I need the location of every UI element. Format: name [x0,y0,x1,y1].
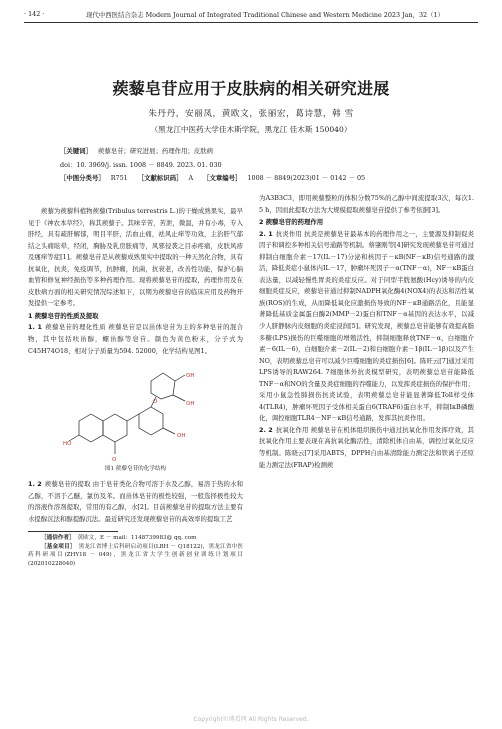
keywords-line [60,146,462,155]
continued-paragraph: 为A3B3C3，即用蒺藜整粒的体积分数75%的乙醇中间流提取3次，每次1. 5 h，因而此提取方法为大规模提取蒺藜皂苷提供了参考依据[3]。 [259,194,474,214]
doi-line [60,160,462,169]
section-1-heading: 1 蒺藜皂苷的性质及提取 [28,311,99,320]
section-1-2 [28,479,243,525]
keywords-label: ［关键词］ [60,147,92,155]
copyright-watermark: Copyright©博看网 All Rights Reserved. [193,716,309,723]
header-rule [24,22,478,23]
affiliation: （黑龙江中医药大学佳木斯学院，黑龙江 佳木斯 150040） [150,125,352,134]
figure-caption: 图1 蒺藜皂苷的化学结构 [104,466,167,473]
article-number-label: ［文章编号］ [203,174,242,182]
label-ch2oh: OH [185,373,194,380]
page-number: · 142 · [24,10,45,18]
section-2-1 [259,229,474,425]
chemical-structure-diagram [61,361,211,465]
ring-a [79,414,103,442]
funding-label: ［基金项目］ [41,543,76,550]
sugar-ch2oh-bond [175,375,185,381]
section-1-1-number: 1. 1 [28,323,42,332]
sugar-ring [151,373,175,399]
section-2-1-number: 2. 1 [259,229,273,238]
section-1-1-body: 蒺藜皂苷是以甾体皂苷为主的多种皂苷的混合物，其中包括呋甾醇，螺甾醇等皂苷。颜色为黄色粉末，分子式为C45H74O18，相对分子质量为594. 52000，化学结构见图1。 [28,323,243,355]
corresponding-author-text: 黄欧文，E － mail：1148739983@ qq. com [77,535,197,542]
corresponding-author-note [28,534,243,543]
footnote-rule [28,531,118,532]
chemical-structure-figure [28,361,243,477]
ring-c [103,414,127,442]
section-2-2-body: 抗氧化作用 蒺藜皂苷在机体组织损伤中通过抗氧化作用发挥疗效，其抗氧化作用主要表现在高抗氧化酶活性，清除机体自由基，调控过氧化反应等机制。陈晓云[7]采用ABTS，DPPH自由基清除能力测定法和铁离子还原能力测定法(FRAP)检测蒺 [259,425,475,469]
ring-b [139,407,163,435]
label-keto-o: O [111,457,116,464]
section-1-2-number: 1. 2 [28,480,42,489]
intro-paragraph: 蒺藜为蒺藜科植物蒺藜(Tribulus terrestris L.)的干燥成熟果实，最早见于《神农本草经》，称其蒺藜子。其味辛苦，苦泄，微温，并有小毒，专入肝经，具有疏肝解郁，明目平肝，活血止痛，祛风止痒等功效，主治肝气郁结之头痛眩晕，经闭，胸胁及乳房胀痛等，风邪侵袭之目赤疼痛，皮肤风疹及瘙痒等症[1]。蒺藜皂苷是从蒺藜成熟果实中提取的一种天然化合物，具有抗氧化，抗炎，免疫调节，抗肿瘤，抗菌，抗衰老，改善性功能，保护心脑血管和修复神经损伤等多种药理作用。现将蒺藜皂苷的提取，药理作用及在皮肤病方面的相关研究情况综述如下，以期为蒺藜皂苷的临床应用及药物开发提供一定参考。 [28,207,243,308]
left-column [28,206,243,569]
section-2-heading: 2 蒺藜皂苷的药理作用 [259,218,324,227]
section-2-2 [259,425,474,471]
doi-text: doi：10. 3969/j. issn. 1008 － 8849. 2023. 01. 030 [60,161,222,169]
article-number-value: 1008 － 8849(2023)01 － 0142 － 05 [247,174,366,182]
link-bond [127,414,139,421]
label-glycoside-o: O [152,399,157,406]
classification-line [60,173,462,182]
section-2-2-number: 2. 2 [259,425,273,434]
funding-note [28,543,243,569]
author-list: 朱丹丹，安丽凤，黄欧文，张丽宏，葛诗慧，韩 雪 [148,109,354,119]
funding-text: 黑龙江省博士后科研启动项目(LBH － Q18122)，黑龙江省中医药科研项目(ZHY18 － 049)，黑龙江省大学生创新创业训练计划项目(202010228040) [28,543,243,568]
label-ho-left: HO [62,441,71,448]
journal-citation: 现代中西医结合杂志 Modern Journal of Integrated Traditional Chinese and Western Medicine 2023 Jan，32（1） [86,10,444,19]
doc-code-label: ［文献标识码］ [137,174,183,182]
cls-label: ［中图分类号］ [60,174,105,182]
section-1-1 [28,322,243,357]
doc-code-value: A [188,174,194,182]
section-2-1-body: 抗炎作用 抗炎是蒺藜皂苷最基本的药理作用之一，主要源及抑制促炎因子和调控多种相关信号通路等机制。蔡肇刚等[4]研究发现蒺藜皂苷可通过抑制白细胞介素－17(IL－17)分泌和核因子－κB(NF－κB)信号通路的激活，降低炎症小鼠体内IL－17，肿瘤坏死因子－α(TNF－α)，NF－κB蛋白表达量，以减轻慢性胃炎的炎症反应。对于同型半胱氨酸(Hcy)诱导的内皮细胞炎症反应，蒺藜皂苷通过抑制NADPH氧化酶4(NOX4)的表达和活性氧族(ROS)的生成，从而降低氧化应激损伤导致的NF－κB通路活化，且能显著降低基质金属蛋白酶2(MMP－2)蛋白和TNF－α基因的表达水平，以减少人脐静脉内皮细胞的炎症浸润[5]。研究发现，蒺藜总皂苷能够有效提高脂多糖(LPS)损伤的巨噬细胞的增殖活性，抑制细胞释放TNF－α，白细胞介素－6(IL－6)，白细胞介素－2(IL－2)和白细胞介素－1β(IL－1β)以及产生NO，表明蒺藜总皂苷可以减少巨噬细胞的炎症损伤[6]。陈旺云[7]通过采用LPS诱导的RAW264. 7细胞体外抗炎模型研究，表明蒺藜总皂苷能降低TNF－α和NO的含量及炎症细胞的吞噬能力，以发挥炎症损伤的保护作用；采用小鼠急性肺损伤抗炎试验，表明蒺藜总皂苷能显著降低Toll样受体4(TLR4)，肿瘤坏死因子受体相关蛋白6(TRAF6)蛋白水平，抑制IκB磷酸化，调控细胞TLR4－NF－κB信号通路，发挥其抗炎作用。 [259,229,475,423]
label-oh-right: OH [176,433,185,440]
section-1-1-title: 蒺藜皂苷的理化性质 [44,323,106,332]
running-header [24,8,478,20]
cls-value: R751 [110,174,128,182]
section-1-2-title: 蒺藜皂苷的提取 [44,480,91,489]
article-title: 蒺藜皂苷应用于皮肤病的相关研究进展 [112,79,390,98]
section-1-2-body: 由于皂苷类化合物可溶于水及乙醇，易溶于热的水和乙醇，不溶于乙醚，氯仿及苯。而甾体皂苷的极性较强，一般选择极性较大的溶液作溶剂提取，常用的有乙醇，水[2]。目前蒺藜皂苷的提取方法主要有水提醇沉法和醇提醇沉法。最近研究还发现蒺藜皂苷的高效率的提取工艺 [28,480,244,523]
label-sugar-oh: OH [185,401,194,408]
corresponding-author-label: ［通信作者］ [41,535,75,542]
hydroxyl-bond-b [163,428,175,434]
right-column [259,193,474,471]
keywords-text: 蒺藜皂苷；研究进展；药理作用；皮肤病 [97,147,213,155]
sugar-oh-bond [173,395,185,401]
